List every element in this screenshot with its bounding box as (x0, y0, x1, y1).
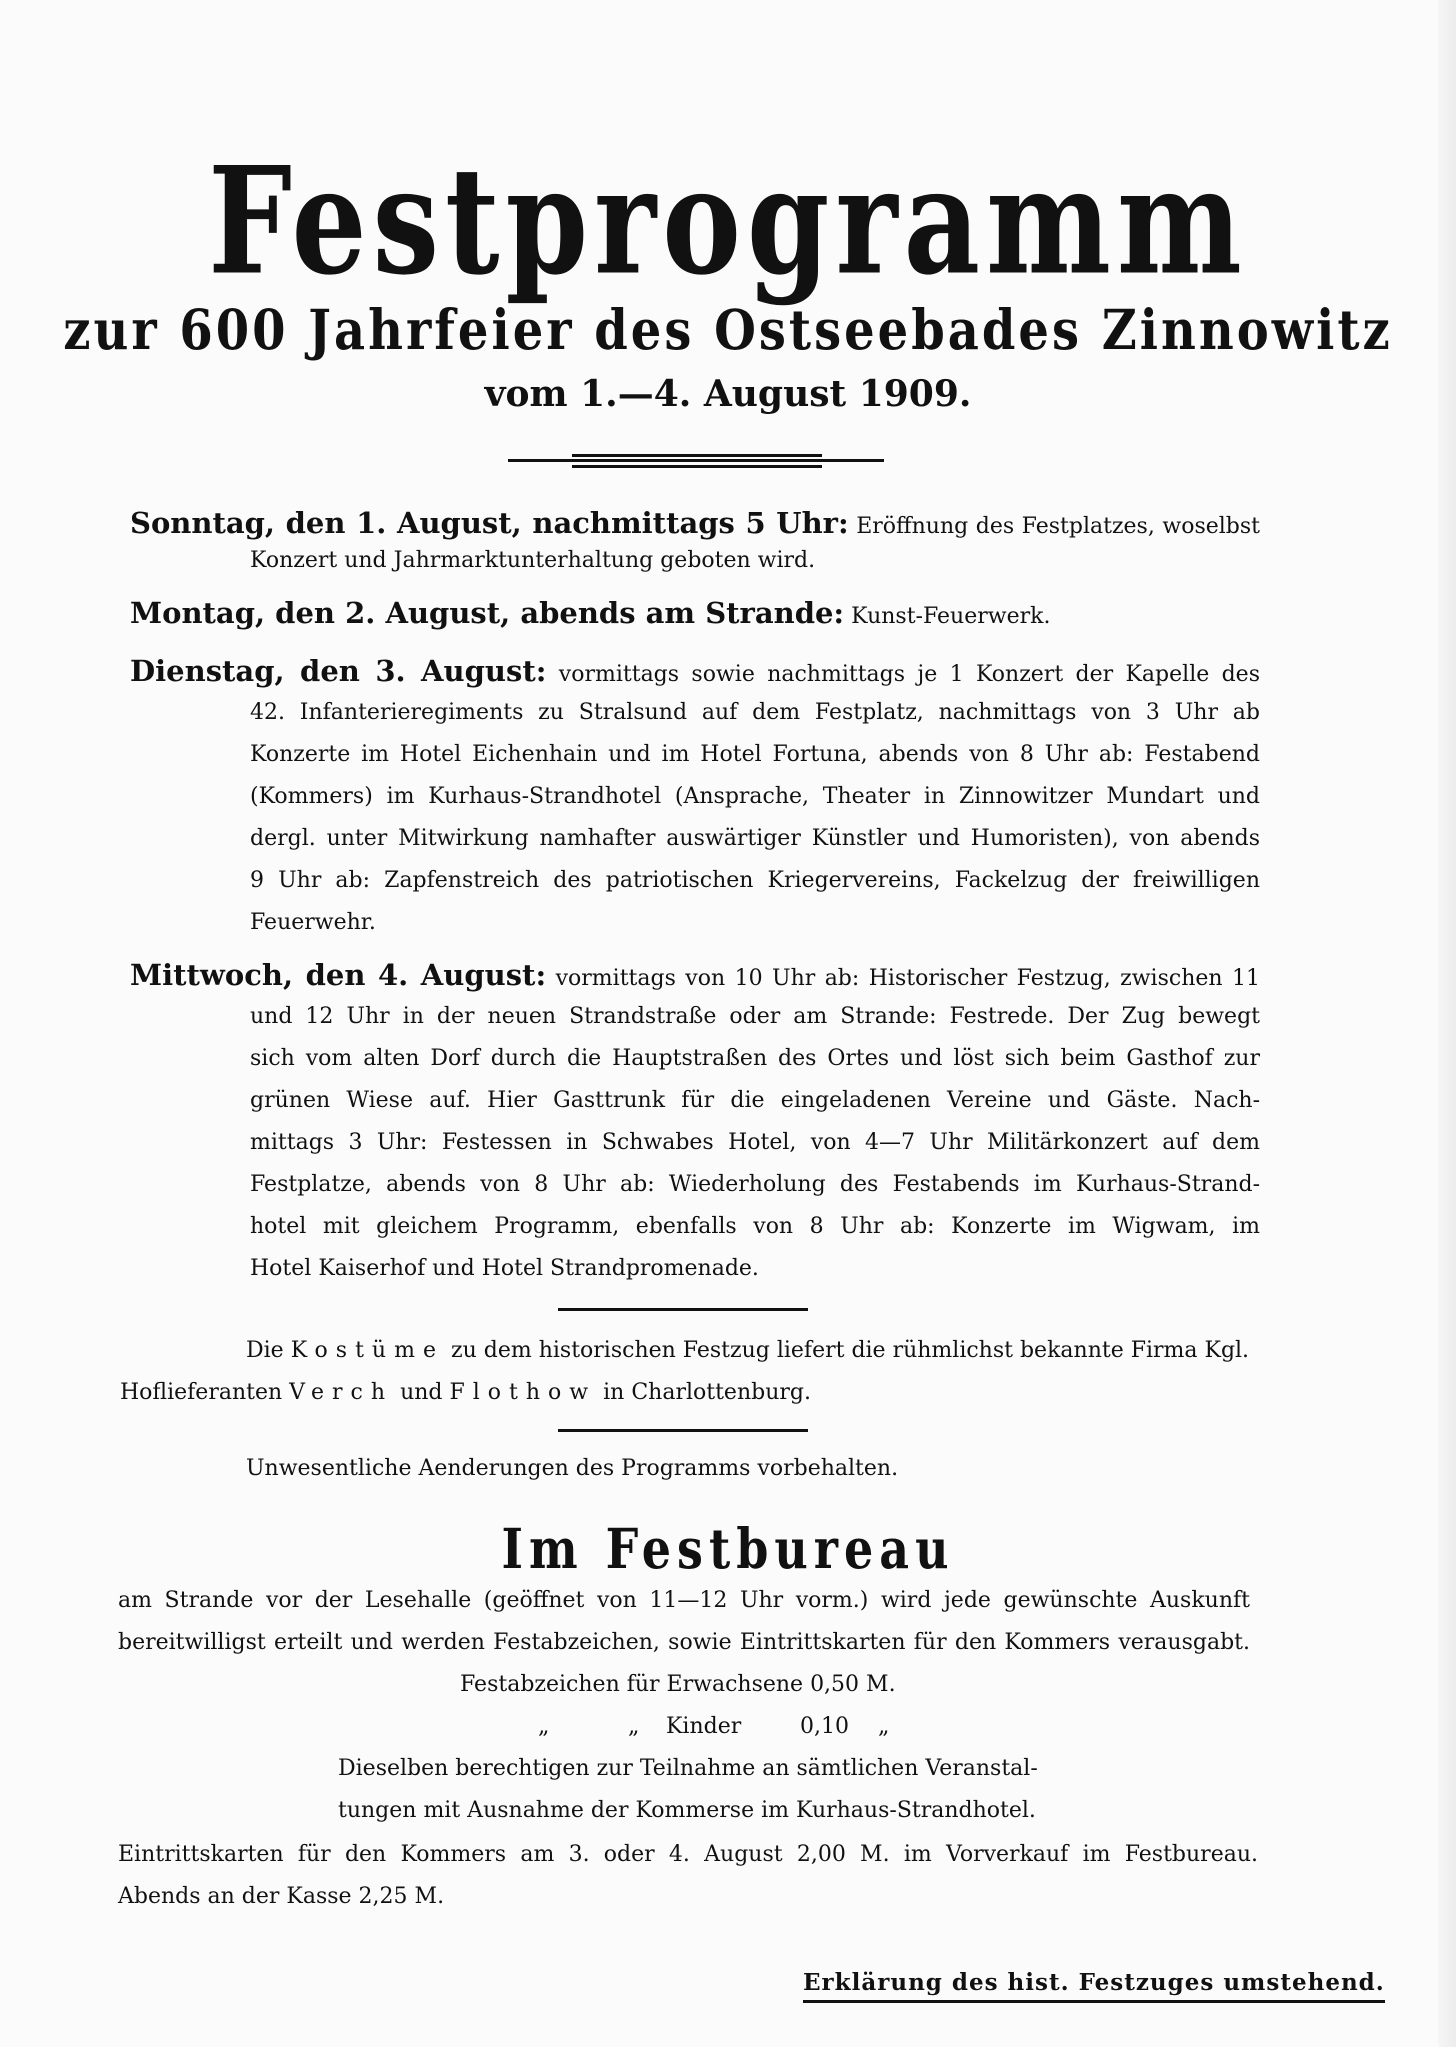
price-label: Kinder (666, 1714, 742, 1739)
price-value: 0,10 (800, 1714, 849, 1739)
day-text-line: dergl. unter Mitwirkung namhafter auswärtiger Künstler und Humoristen), von abends (250, 826, 1260, 851)
day-heading: Dienstag, den 3. August: (130, 654, 547, 688)
price-children (0, 1706, 1456, 1748)
ditto-mark: „ (878, 1714, 890, 1739)
day-heading: Mittwoch, den 4. August: (130, 958, 547, 992)
ditto-mark: „ (538, 1714, 550, 1739)
bureau-title: Im Festbureau (501, 1516, 955, 1581)
section-divider (558, 1308, 808, 1311)
note-text: Hoflieferanten (120, 1380, 283, 1405)
day-text-line: (Kommers) im Kurhaus-Strandhotel (Ansprache, Theater in Zinnowitzer Mundart und (250, 784, 1260, 809)
day-text-line: 42. Infanterieregiments zu Stralsund auf dem Festplatz, nachmittags von 3 Uhr ab (250, 700, 1260, 725)
day-text-line: hotel mit gleichem Programm, ebenfalls von 8 Uhr ab: Konzerte im Wigwam, im (250, 1214, 1260, 1239)
day-text-line: 9 Uhr ab: Zapfenstreich des patriotischen Kriegervereins, Fackelzug der freiwilligen (250, 868, 1260, 893)
section-divider (558, 1429, 808, 1432)
day-text-line: Konzerte im Hotel Eichenhain und im Hotel Fortuna, abends von 8 Uhr ab: Festabend (250, 742, 1260, 767)
day-text-line: vormittags von 10 Uhr ab: Historischer Festzug, zwischen 11 (555, 966, 1260, 991)
day-text-line: sich vom alten Dorf durch die Hauptstraßen des Ortes und löst sich beim Gasthof zur (250, 1046, 1260, 1071)
document-subtitle: zur 600 Jahrfeier des Ostseebades Zinnowitz (63, 298, 1393, 363)
disclaimer: Unwesentliche Aenderungen des Programms vorbehalten. (246, 1456, 899, 1481)
price-value: 0,50 M. (810, 1672, 896, 1697)
ditto-mark: „ (628, 1714, 640, 1739)
day-text-line: vormittags sowie nachmittags je 1 Konzert der Kapelle des (558, 662, 1260, 687)
note-text: zu dem historischen Festzug liefert die rühmlichst bekannte Firma Kgl. (450, 1338, 1250, 1363)
price-label: Festabzeichen für Erwachsene (460, 1672, 804, 1697)
note-emphasis: Kostüme (290, 1338, 444, 1363)
day-text-line: Kunst-Feuerwerk. (851, 604, 1051, 629)
day-text-line: Festplatze, abends von 8 Uhr ab: Wiederholung des Festabends im Kurhaus-Strand- (250, 1172, 1260, 1197)
day-text-line: mittags 3 Uhr: Festessen in Schwabes Hotel, von 4—7 Uhr Militärkonzert auf dem (250, 1130, 1260, 1155)
footer-note: Erklärung des hist. Festzuges umstehend. (803, 1968, 1385, 2003)
day-heading: Montag, den 2. August, abends am Strande: (130, 596, 845, 630)
day-text-line: Feuerwehr. (250, 910, 376, 935)
price-adults (460, 1664, 896, 1706)
note-text: in Charlottenburg. (603, 1380, 811, 1405)
validity-text-line: Dieselben berechtigen zur Teilnahme an sämtlichen Veranstal- (338, 1756, 1038, 1781)
day-heading: Sonntag, den 1. August, nachmittags 5 Uhr: (130, 506, 849, 540)
bureau-text-line: bereitwilligst erteilt und werden Festabzeichen, sowie Eintrittskarten für den Kommers verausgabt. (118, 1630, 1250, 1655)
ticket-text-line: Abends an der Kasse 2,25 M. (118, 1884, 445, 1909)
supplier-name: Verch (289, 1380, 394, 1405)
date-range: vom 1.—4. August 1909. (484, 373, 972, 415)
day-text-line: Eröffnung des Festplatzes, woselbst (856, 514, 1261, 539)
day-text-line: Konzert und Jahrmarktunterhaltung geboten wird. (250, 548, 816, 573)
note-text: Die (246, 1338, 284, 1363)
bureau-text-line: am Strande vor der Lesehalle (geöffnet von 11—12 Uhr vorm.) wird jede gewünschte Auskunft (118, 1588, 1250, 1613)
document-title: Festprogramm (208, 133, 1248, 308)
ticket-text-line: Eintrittskarten für den Kommers am 3. oder 4. August 2,00 M. im Vorverkauf im Festbureau. (118, 1842, 1258, 1867)
day-text-line: grünen Wiese auf. Hier Gasttrunk für die eingeladenen Vereine und Gäste. Nach- (250, 1088, 1260, 1113)
supplier-name: Flothow (449, 1380, 597, 1405)
day-text-line: Hotel Kaiserhof und Hotel Strandpromenade. (250, 1256, 759, 1281)
note-text: und (400, 1380, 443, 1405)
validity-text-line: tungen mit Ausnahme der Kommerse im Kurhaus-Strandhotel. (338, 1798, 1036, 1823)
day-text-line: und 12 Uhr in der neuen Strandstraße oder am Strande: Festrede. Der Zug bewegt (250, 1004, 1260, 1029)
